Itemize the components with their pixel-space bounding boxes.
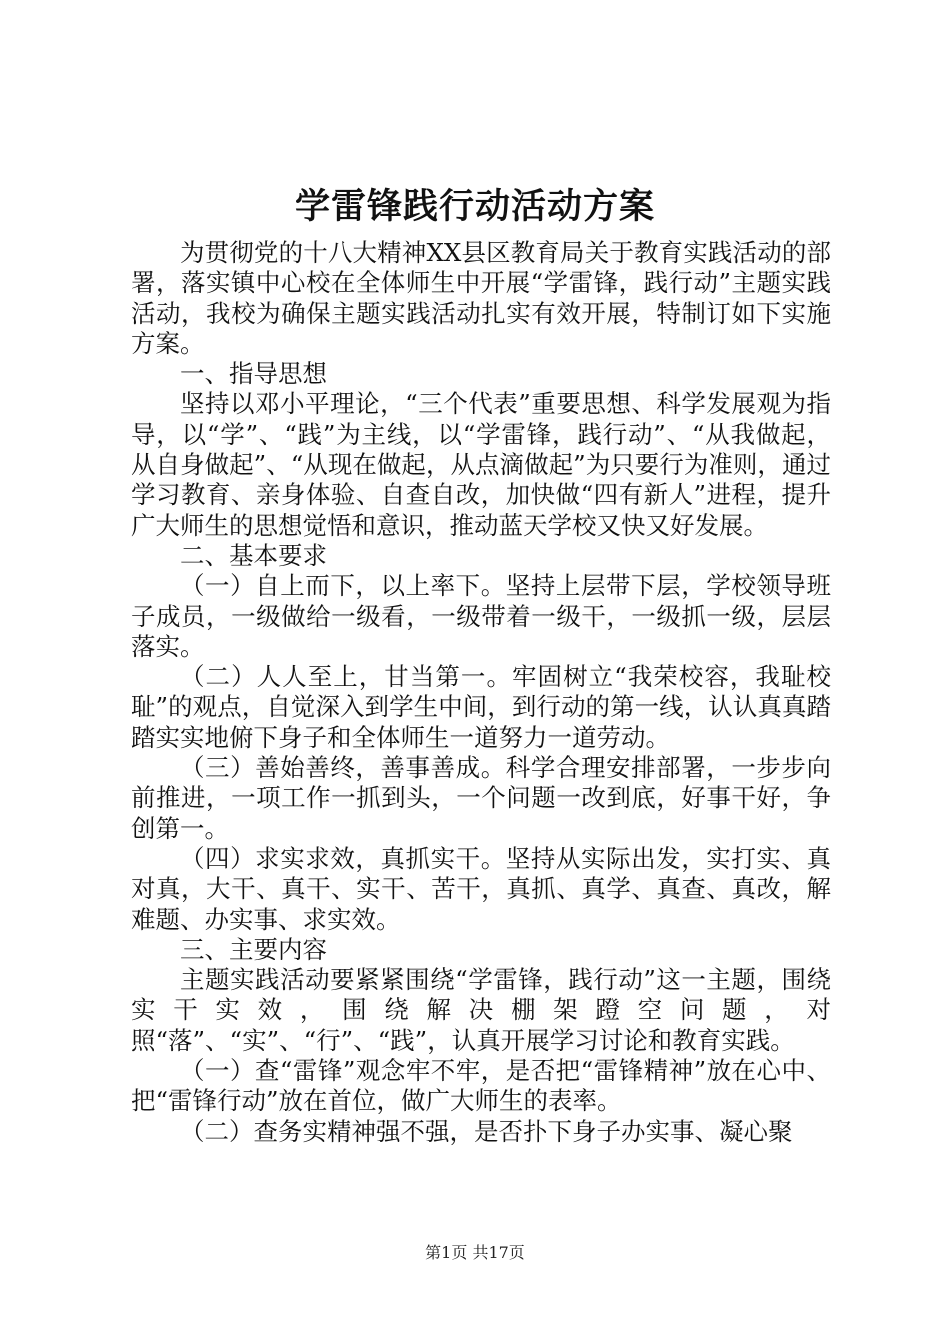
document-body	[131, 238, 831, 1147]
paragraph-main-content: 主题实践活动要紧紧围绕“学雷锋，践行动”这一主题，围绕实干实效，围绕解决棚架蹬空问题，对照“落”、“实”、“行”、“践”，认真开展学习讨论和教育实践。	[131, 965, 831, 1055]
page-number-footer: 第1页 共17页	[425, 1243, 525, 1262]
section-heading-basic-requirements: 二、基本要求	[180, 540, 327, 570]
paragraph-guiding-thought: 坚持以邓小平理论，“三个代表”重要思想、科学发展观为指导，以“学”、“践”为主线，以“学雷锋，践行动”、“从我做起，从自身做起”、“从现在做起，从点滴做起”为只要行为准则，通过学习教育、亲身体验、自查自改，加快做“四有新人”进程，提升广大师生的思想觉悟和意识，推动蓝天学校又快又好发展。	[131, 389, 831, 540]
paragraph-requirement-3: （三）善始善终，善事善成。科学合理安排部署，一步步向前推进，一项工作一抓到头，一个问题一改到底，好事干好，争创第一。	[131, 753, 831, 843]
paragraph-requirement-2: （二）人人至上，甘当第一。牢固树立“我荣校容，我耻校耻”的观点，自觉深入到学生中间，到行动的第一线，认认真真踏踏实实地俯下身子和全体师生一道努力一道劳动。	[131, 662, 831, 752]
section-heading-main-content: 三、主要内容	[180, 934, 327, 964]
paragraph-requirement-4: （四）求实求效，真抓实干。坚持从实际出发，实打实、真对真，大干、真干、实干、苦干，真抓、真学、真查、真改，解难题、办实事、求实效。	[131, 843, 831, 934]
document-title: 学雷锋践行动活动方案	[294, 186, 655, 227]
paragraph-requirement-1: （一）自上而下，以上率下。坚持上层带下层，学校领导班子成员，一级做给一级看，一级带着一级干，一级抓一级，层层落实。	[131, 571, 831, 661]
section-heading-guiding-thought: 一、指导思想	[180, 359, 327, 389]
paragraph-check-2: （二）查务实精神强不强，是否扑下身子办实事、凝心聚	[180, 1116, 793, 1146]
paragraph-intro: 为贯彻党的十八大精神XX县区教育局关于教育实践活动的部署，落实镇中心校在全体师生中开展“学雷锋，践行动”主题实践活动，我校为确保主题实践活动扎实有效开展，特制订如下实施方案。	[131, 238, 831, 358]
paragraph-check-1: （一）查“雷锋”观念牢不牢，是否把“雷锋精神”放在心中、把“雷锋行动”放在首位，做广大师生的表率。	[131, 1056, 831, 1116]
